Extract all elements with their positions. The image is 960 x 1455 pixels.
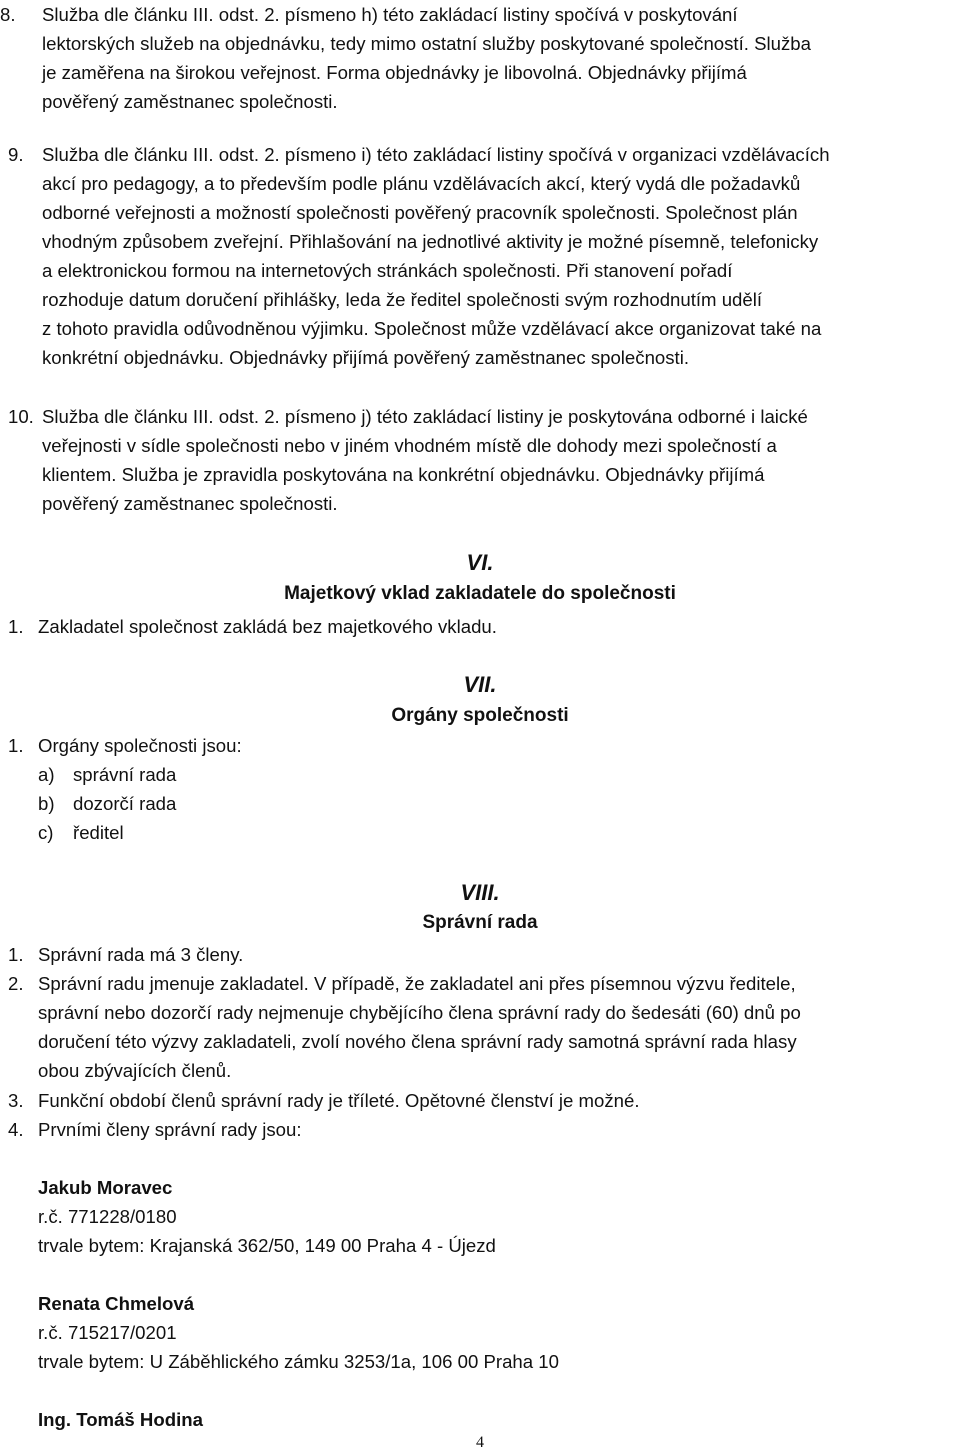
member-birth-number: r.č. 715217/0201: [38, 1322, 177, 1343]
member-address: trvale bytem: U Záběhlického zámku 3253/1a, 106 00 Praha 10: [38, 1351, 559, 1372]
section-viii-item-4: Prvními členy správní rady jsou:: [38, 1119, 302, 1140]
text-line: odborné veřejnosti a možností společnosti pověřený pracovník společnosti. Společnost plán: [42, 202, 798, 223]
text-line: vhodným způsobem zveřejní. Přihlašování na jednotlivé aktivity je možné písemně, telefonicky: [42, 231, 819, 252]
list-letter: c): [38, 822, 54, 843]
text-line: a elektronickou formou na internetových stránkách společnosti. Při stanovení pořadí: [42, 260, 733, 281]
section-viii-item-3: Funkční období členů správní rady je tříleté. Opětovné členství je možné.: [38, 1090, 640, 1111]
item-number: 1.: [8, 616, 24, 637]
item-number: 2.: [8, 973, 24, 994]
list-item: ředitel: [73, 822, 124, 843]
paragraph-text: [42, 140, 958, 372]
section-vii-item-1: Orgány společnosti jsou:: [38, 735, 242, 756]
text-line: doručení této výzvy zakladateli, zvolí nového člena správní rady samotná správní rada hlasy: [38, 1031, 797, 1052]
text-line: Služba dle článku III. odst. 2. písmeno j) této zakládací listiny je poskytována odborné i laické: [42, 406, 808, 427]
section-vi-item-1: Zakladatel společnost zakládá bez majetkového vkladu.: [38, 616, 497, 637]
paragraph-text: [42, 402, 958, 518]
section-title-vi: Majetkový vklad zakladatele do společnosti: [284, 583, 676, 604]
item-number: 3.: [8, 1090, 24, 1111]
section-title-viii: Správní rada: [422, 912, 538, 933]
section-numeral-viii: VIII.: [460, 880, 500, 905]
item-number: 10.: [8, 406, 34, 427]
section-numeral-vii: VII.: [463, 672, 497, 697]
text-line: Služba dle článku III. odst. 2. písmeno i) této zakládací listiny spočívá v organizaci vzdělávacích: [42, 144, 830, 165]
section-viii-item-1: Správní rada má 3 členy.: [38, 944, 244, 965]
item-number: 8.: [0, 4, 16, 25]
text-line: je zaměřena na širokou veřejnost. Forma objednávky je libovolná. Objednávky přijímá: [42, 62, 747, 83]
text-line: správní nebo dozorčí rady nejmenuje chybějícího člena správní rady do šedesáti (60) dnů po: [38, 1002, 801, 1023]
paragraph-text: [42, 0, 958, 116]
text-line: Správní radu jmenuje zakladatel. V případě, že zakladatel ani přes písemnou výzvu ředitele,: [38, 973, 796, 994]
list-letter: a): [38, 764, 55, 785]
list-letter: b): [38, 793, 55, 814]
member-name: Ing. Tomáš Hodina: [38, 1409, 203, 1430]
section-title-vii: Orgány společnosti: [391, 705, 569, 726]
item-number: 1.: [8, 944, 24, 965]
member-name: Jakub Moravec: [38, 1177, 173, 1198]
list-item: správní rada: [73, 764, 177, 785]
item-number: 4.: [8, 1119, 24, 1140]
section-numeral-vi: VI.: [466, 550, 494, 575]
text-line: z tohoto pravidla odůvodněnou výjimku. Společnost může vzdělávací akce organizovat také na: [42, 318, 822, 339]
text-line: konkrétní objednávku. Objednávky přijímá pověřený zaměstnanec společnosti.: [42, 347, 690, 368]
item-number: 1.: [8, 735, 24, 756]
item-number: 9.: [8, 144, 24, 165]
text-line: lektorských služeb na objednávku, tedy mimo ostatní služby poskytované společností. Služba: [42, 33, 811, 54]
member-birth-number: r.č. 771228/0180: [38, 1206, 177, 1227]
paragraph-text: [38, 969, 958, 1085]
text-line: pověřený zaměstnanec společnosti.: [42, 493, 338, 514]
member-name: Renata Chmelová: [38, 1293, 195, 1314]
list-item: dozorčí rada: [73, 793, 177, 814]
text-line: Služba dle článku III. odst. 2. písmeno h) této zakládací listiny spočívá v poskytování: [42, 4, 738, 25]
text-line: pověřený zaměstnanec společnosti.: [42, 91, 338, 112]
text-line: veřejnosti v sídle společnosti nebo v jiném vhodném místě dle dohody mezi společností a: [42, 435, 777, 456]
text-line: klientem. Služba je zpravidla poskytována na konkrétní objednávku. Objednávky přijímá: [42, 464, 765, 485]
text-line: rozhoduje datum doručení přihlášky, leda že ředitel společnosti svým rozhodnutím udělí: [42, 289, 763, 310]
text-line: akcí pro pedagogy, a to především podle plánu vzdělávacích akcí, který vydá dle požadavků: [42, 173, 801, 194]
text-line: obou zbývajících členů.: [38, 1060, 232, 1081]
page-number: 4: [476, 1434, 484, 1451]
member-address: trvale bytem: Krajanská 362/50, 149 00 Praha 4 - Újezd: [38, 1235, 496, 1256]
